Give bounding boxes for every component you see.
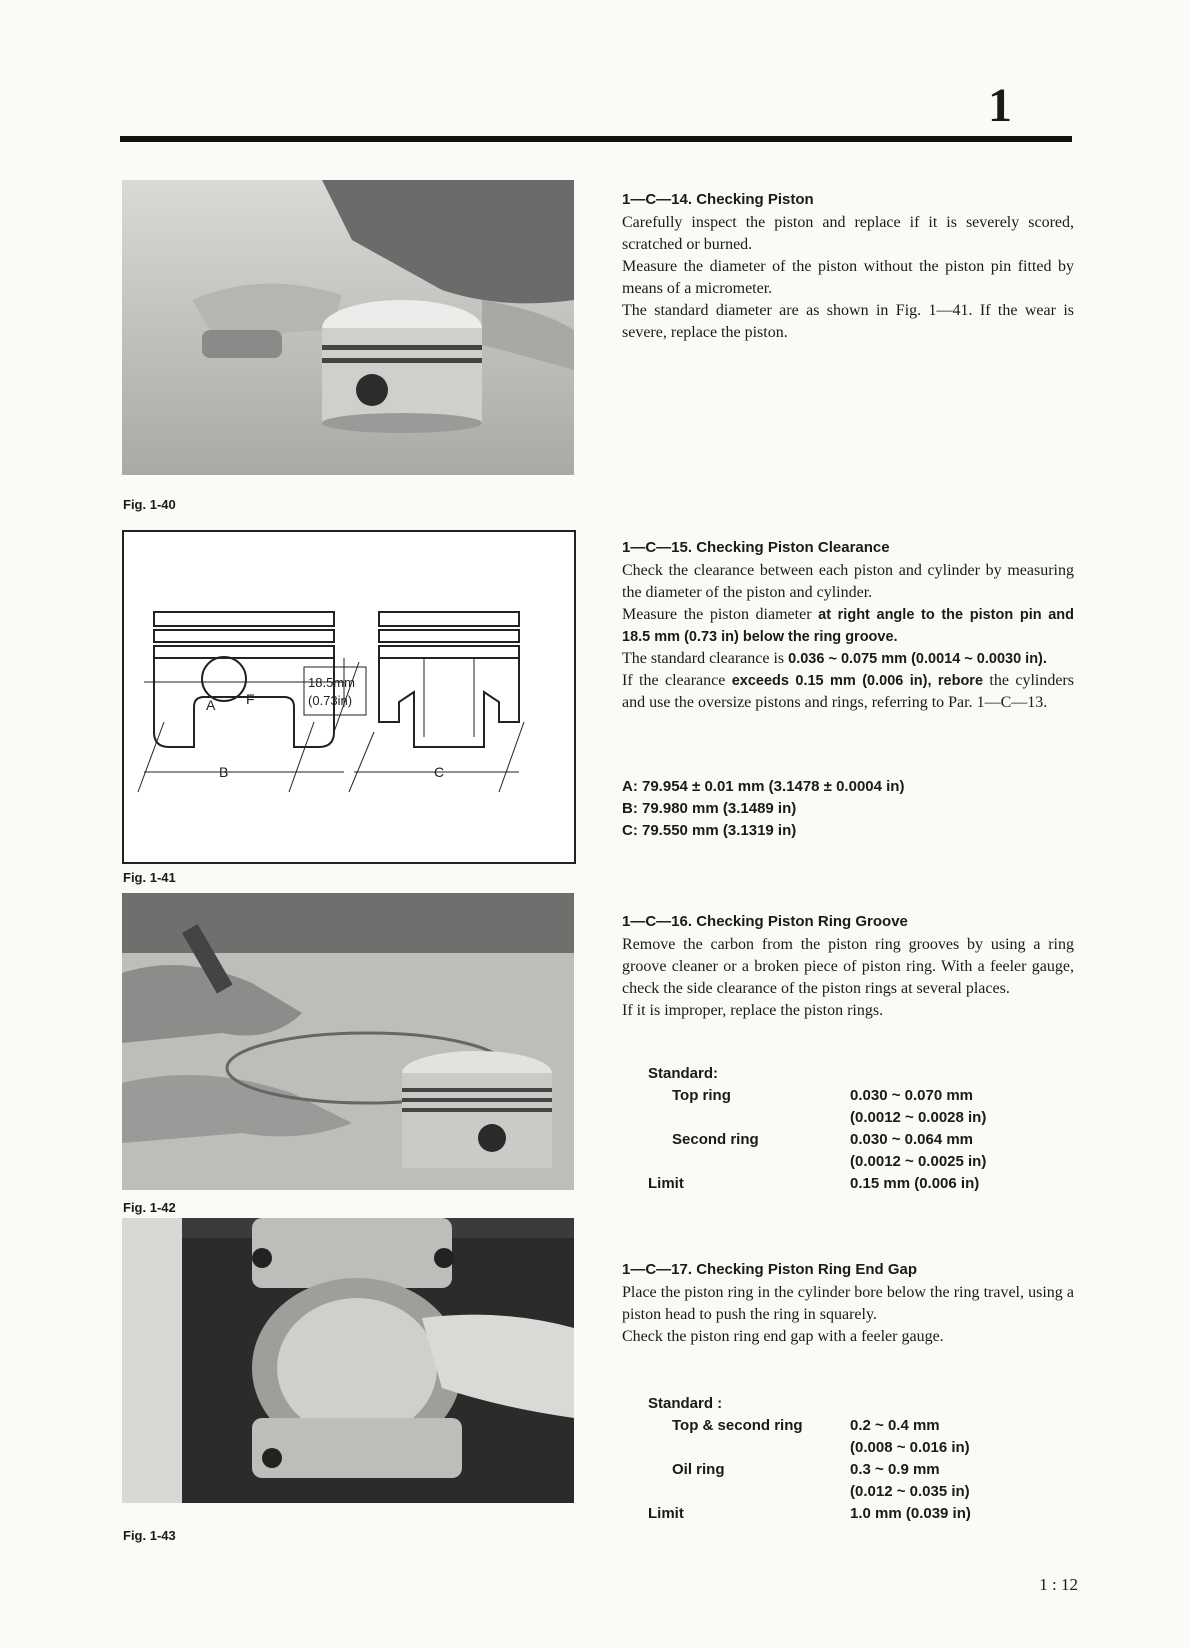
dimension-c: C: 79.550 mm (3.1319 in) [622, 822, 797, 839]
dimension-a: A: 79.954 ± 0.01 mm (3.1478 ± 0.0004 in) [622, 778, 905, 795]
section-1-c-14-title: 1—C—14. Checking Piston [622, 191, 814, 208]
section-1-c-17-title: 1—C—17. Checking Piston Ring End Gap [622, 1261, 918, 1278]
spec2-oil-ring-value-in: (0.012 ~ 0.035 in) [850, 1483, 970, 1500]
fig-1-43-photo [122, 1218, 574, 1503]
spec2-top-ring-label: Top & second ring [672, 1417, 803, 1434]
spec2-oil-ring-value-mm: 0.3 ~ 0.9 mm [850, 1461, 940, 1478]
ring-groove-spec [648, 1063, 1068, 1195]
fig-1-42-photo [122, 893, 574, 1190]
chapter-number: 1 [988, 79, 1012, 132]
ring-end-gap-spec [648, 1393, 1068, 1525]
section-1-c-15-p4-tail: the cylinders and use the oversize pistons and rings, referring to Par. 1—C—13. [622, 672, 1074, 711]
diagram-dim-mm: 18.5mm [308, 675, 355, 690]
diagram-label-c: C [434, 764, 445, 780]
section-1-c-15-p2 [622, 604, 1074, 648]
fig-1-41-diagram [122, 530, 576, 864]
section-1-c-15-p4-lead: If the clearance [622, 672, 732, 689]
spec-second-ring-value-mm: 0.030 ~ 0.064 mm [850, 1131, 974, 1148]
spec2-top-ring-value-mm: 0.2 ~ 0.4 mm [850, 1417, 940, 1434]
section-1-c-15-p1: Check the clearance between each piston and cylinder by measuring the diameter of the piston and cylinder. [622, 562, 1074, 601]
section-1-c-14 [622, 190, 1074, 344]
fig-1-40-caption: Fig. 1-40 [123, 497, 176, 512]
section-1-c-16-title: 1—C—16. Checking Piston Ring Groove [622, 913, 908, 930]
diagram-label-a: A [206, 697, 216, 713]
spec2-limit-label: Limit [648, 1505, 684, 1522]
spec2-heading: Standard : [648, 1395, 723, 1412]
spec-second-ring-value-in: (0.0012 ~ 0.0025 in) [850, 1153, 987, 1170]
spec-second-ring-label: Second ring [672, 1131, 759, 1148]
section-1-c-15-p3 [622, 648, 1074, 670]
spec-top-ring-value-mm: 0.030 ~ 0.070 mm [850, 1087, 974, 1104]
section-1-c-15 [622, 538, 1074, 714]
section-1-c-16 [622, 912, 1074, 1022]
section-1-c-15-p3-lead: The standard clearance is [622, 650, 789, 667]
spec-top-ring-label: Top ring [672, 1087, 731, 1104]
spec2-limit-value: 1.0 mm (0.039 in) [850, 1505, 971, 1522]
dimension-b: B: 79.980 mm (3.1489 in) [622, 800, 797, 817]
diagram-label-b: B [219, 764, 229, 780]
fig-1-43-caption: Fig. 1-43 [123, 1528, 176, 1543]
diagram-label-f: F [246, 691, 255, 707]
spec-top-ring-value-in: (0.0012 ~ 0.0028 in) [850, 1109, 987, 1126]
section-1-c-16-p2: If it is improper, replace the piston rings. [622, 1002, 884, 1019]
spec2-top-ring-value-in: (0.008 ~ 0.016 in) [850, 1439, 970, 1456]
section-1-c-15-p4-bold: exceeds 0.15 mm (0.006 in), rebore [731, 673, 984, 689]
section-1-c-14-p1: Carefully inspect the piston and replace if it is severely scored, scratched or burned. [622, 214, 1074, 253]
fig-1-41-caption: Fig. 1-41 [123, 870, 176, 885]
section-1-c-15-p2-lead: Measure the piston diameter [622, 606, 819, 623]
section-1-c-14-p3: The standard diameter are as shown in Fig. 1—41. If the wear is severe, replace the piston. [622, 302, 1074, 341]
section-1-c-14-p2: Measure the diameter of the piston without the piston pin fitted by means of a micrometer. [622, 258, 1074, 297]
section-1-c-15-title: 1—C—15. Checking Piston Clearance [622, 539, 890, 556]
section-1-c-16-p1: Remove the carbon from the piston ring grooves by using a ring groove cleaner or a broken piece of piston ring. With a feeler gauge, check the side clearance of the piston rings at several places. [622, 936, 1074, 997]
section-1-c-17-p1: Place the piston ring in the cylinder bore below the ring travel, using a piston head to push the ring in squarely. [622, 1284, 1074, 1323]
diagram-dim-in: (0.73in) [308, 693, 353, 708]
fig-1-42-caption: Fig. 1-42 [123, 1200, 176, 1215]
section-1-c-15-p3-bold: 0.036 ~ 0.075 mm (0.0014 ~ 0.0030 in). [788, 651, 1047, 667]
piston-dimensions [622, 776, 904, 842]
section-1-c-17-p2: Check the piston ring end gap with a feeler gauge. [622, 1328, 944, 1345]
spec-heading: Standard: [648, 1065, 719, 1082]
fig-1-40-photo [122, 180, 574, 475]
spec-limit-value: 0.15 mm (0.006 in) [850, 1175, 980, 1192]
section-1-c-17 [622, 1260, 1074, 1348]
page-number: 1 : 12 [1039, 1575, 1078, 1594]
section-1-c-15-p2-bold: at right angle to the piston pin and 18.5 mm (0.73 in) below the ring groove. [622, 607, 1074, 645]
spec-limit-label: Limit [648, 1175, 684, 1192]
spec2-oil-ring-label: Oil ring [672, 1461, 725, 1478]
section-1-c-15-p4 [622, 670, 1074, 714]
header-rule [120, 136, 1072, 142]
